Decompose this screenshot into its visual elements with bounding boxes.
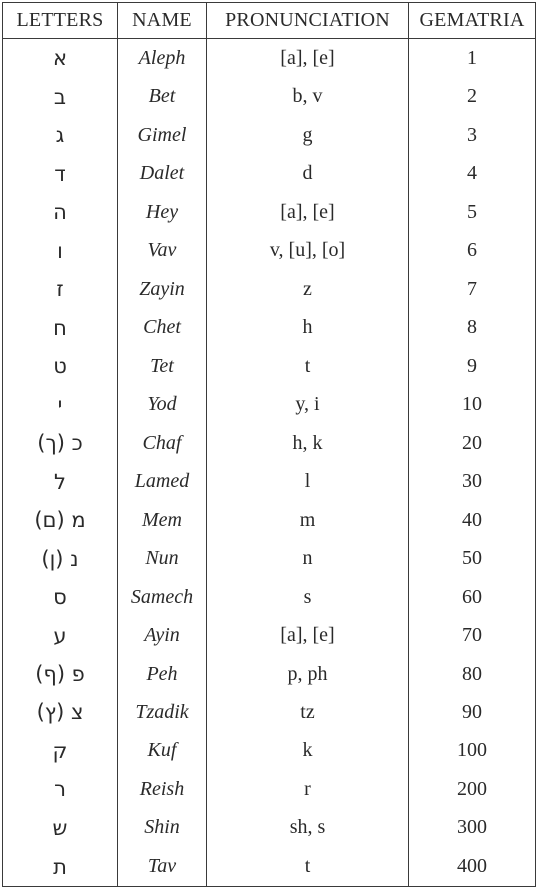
letter-cell: ב <box>3 78 118 116</box>
letter-cell: ל <box>3 462 118 500</box>
gematria-cell: 8 <box>409 308 536 346</box>
name-cell: Mem <box>118 501 207 539</box>
letter-cell: ז <box>3 270 118 308</box>
letter-cell: פ (ף) <box>3 655 118 693</box>
gematria-cell: 1 <box>409 39 536 78</box>
column-header-gematria: GEMATRIA <box>409 3 536 39</box>
gematria-cell: 2 <box>409 78 536 116</box>
hebrew-alphabet-table-container <box>2 2 535 887</box>
gematria-cell: 50 <box>409 539 536 577</box>
letter-cell: ע <box>3 616 118 654</box>
pronunciation-cell: [a], [e] <box>207 616 409 654</box>
gematria-cell: 70 <box>409 616 536 654</box>
column-header-name: NAME <box>118 3 207 39</box>
column-header-letters: LETTERS <box>3 3 118 39</box>
letter-cell: צ (ץ) <box>3 693 118 731</box>
name-cell: Bet <box>118 78 207 116</box>
letter-cell: י <box>3 385 118 423</box>
gematria-cell: 400 <box>409 847 536 886</box>
name-cell: Tav <box>118 847 207 886</box>
table-row <box>3 770 536 808</box>
pronunciation-cell: [a], [e] <box>207 193 409 231</box>
name-cell: Samech <box>118 578 207 616</box>
name-cell: Shin <box>118 809 207 847</box>
letter-cell: א <box>3 39 118 78</box>
header-row <box>3 3 536 39</box>
name-cell: Dalet <box>118 154 207 192</box>
letter-cell: ה <box>3 193 118 231</box>
pronunciation-cell: l <box>207 462 409 500</box>
table-row <box>3 116 536 154</box>
pronunciation-cell: tz <box>207 693 409 731</box>
gematria-cell: 9 <box>409 347 536 385</box>
letter-cell: ק <box>3 732 118 770</box>
pronunciation-cell: r <box>207 770 409 808</box>
pronunciation-cell: g <box>207 116 409 154</box>
gematria-cell: 20 <box>409 424 536 462</box>
name-cell: Nun <box>118 539 207 577</box>
pronunciation-cell: m <box>207 501 409 539</box>
letter-cell: ר <box>3 770 118 808</box>
letter-cell: מ (ם) <box>3 501 118 539</box>
table-row <box>3 231 536 269</box>
pronunciation-cell: k <box>207 732 409 770</box>
name-cell: Yod <box>118 385 207 423</box>
gematria-cell: 10 <box>409 385 536 423</box>
letter-cell: כ (ך) <box>3 424 118 462</box>
letter-cell: ג <box>3 116 118 154</box>
table-row <box>3 655 536 693</box>
table-row <box>3 847 536 886</box>
pronunciation-cell: [a], [e] <box>207 39 409 78</box>
pronunciation-cell: b, v <box>207 78 409 116</box>
letter-cell: ו <box>3 231 118 269</box>
letter-cell: ט <box>3 347 118 385</box>
letter-cell: ד <box>3 154 118 192</box>
name-cell: Chet <box>118 308 207 346</box>
table-row <box>3 539 536 577</box>
letter-cell: ס <box>3 578 118 616</box>
table-row <box>3 78 536 116</box>
table-row <box>3 693 536 731</box>
table-row <box>3 308 536 346</box>
gematria-cell: 30 <box>409 462 536 500</box>
gematria-cell: 5 <box>409 193 536 231</box>
table-header <box>3 3 536 39</box>
pronunciation-cell: v, [u], [o] <box>207 231 409 269</box>
table-row <box>3 193 536 231</box>
pronunciation-cell: h, k <box>207 424 409 462</box>
pronunciation-cell: sh, s <box>207 809 409 847</box>
name-cell: Peh <box>118 655 207 693</box>
pronunciation-cell: s <box>207 578 409 616</box>
pronunciation-cell: p, ph <box>207 655 409 693</box>
table-row <box>3 39 536 78</box>
name-cell: Vav <box>118 231 207 269</box>
gematria-cell: 4 <box>409 154 536 192</box>
gematria-cell: 90 <box>409 693 536 731</box>
name-cell: Zayin <box>118 270 207 308</box>
gematria-cell: 200 <box>409 770 536 808</box>
gematria-cell: 6 <box>409 231 536 269</box>
pronunciation-cell: t <box>207 347 409 385</box>
table-row <box>3 462 536 500</box>
pronunciation-cell: y, i <box>207 385 409 423</box>
hebrew-alphabet-table <box>2 2 536 887</box>
gematria-cell: 3 <box>409 116 536 154</box>
table-row <box>3 501 536 539</box>
name-cell: Tet <box>118 347 207 385</box>
name-cell: Kuf <box>118 732 207 770</box>
table-row <box>3 347 536 385</box>
table-row <box>3 270 536 308</box>
letter-cell: ש <box>3 809 118 847</box>
letter-cell: נ (ן) <box>3 539 118 577</box>
table-row <box>3 616 536 654</box>
table-row <box>3 578 536 616</box>
pronunciation-cell: t <box>207 847 409 886</box>
column-header-pronunciation: PRONUNCIATION <box>207 3 409 39</box>
letter-cell: ח <box>3 308 118 346</box>
pronunciation-cell: d <box>207 154 409 192</box>
name-cell: Gimel <box>118 116 207 154</box>
gematria-cell: 60 <box>409 578 536 616</box>
table-row <box>3 154 536 192</box>
gematria-cell: 7 <box>409 270 536 308</box>
pronunciation-cell: n <box>207 539 409 577</box>
table-row <box>3 732 536 770</box>
pronunciation-cell: h <box>207 308 409 346</box>
name-cell: Chaf <box>118 424 207 462</box>
table-row <box>3 809 536 847</box>
table-row <box>3 385 536 423</box>
name-cell: Tzadik <box>118 693 207 731</box>
name-cell: Lamed <box>118 462 207 500</box>
letter-cell: ת <box>3 847 118 886</box>
gematria-cell: 40 <box>409 501 536 539</box>
name-cell: Hey <box>118 193 207 231</box>
table-body <box>3 39 536 887</box>
gematria-cell: 100 <box>409 732 536 770</box>
name-cell: Ayin <box>118 616 207 654</box>
pronunciation-cell: z <box>207 270 409 308</box>
gematria-cell: 300 <box>409 809 536 847</box>
gematria-cell: 80 <box>409 655 536 693</box>
name-cell: Aleph <box>118 39 207 78</box>
table-row <box>3 424 536 462</box>
name-cell: Reish <box>118 770 207 808</box>
